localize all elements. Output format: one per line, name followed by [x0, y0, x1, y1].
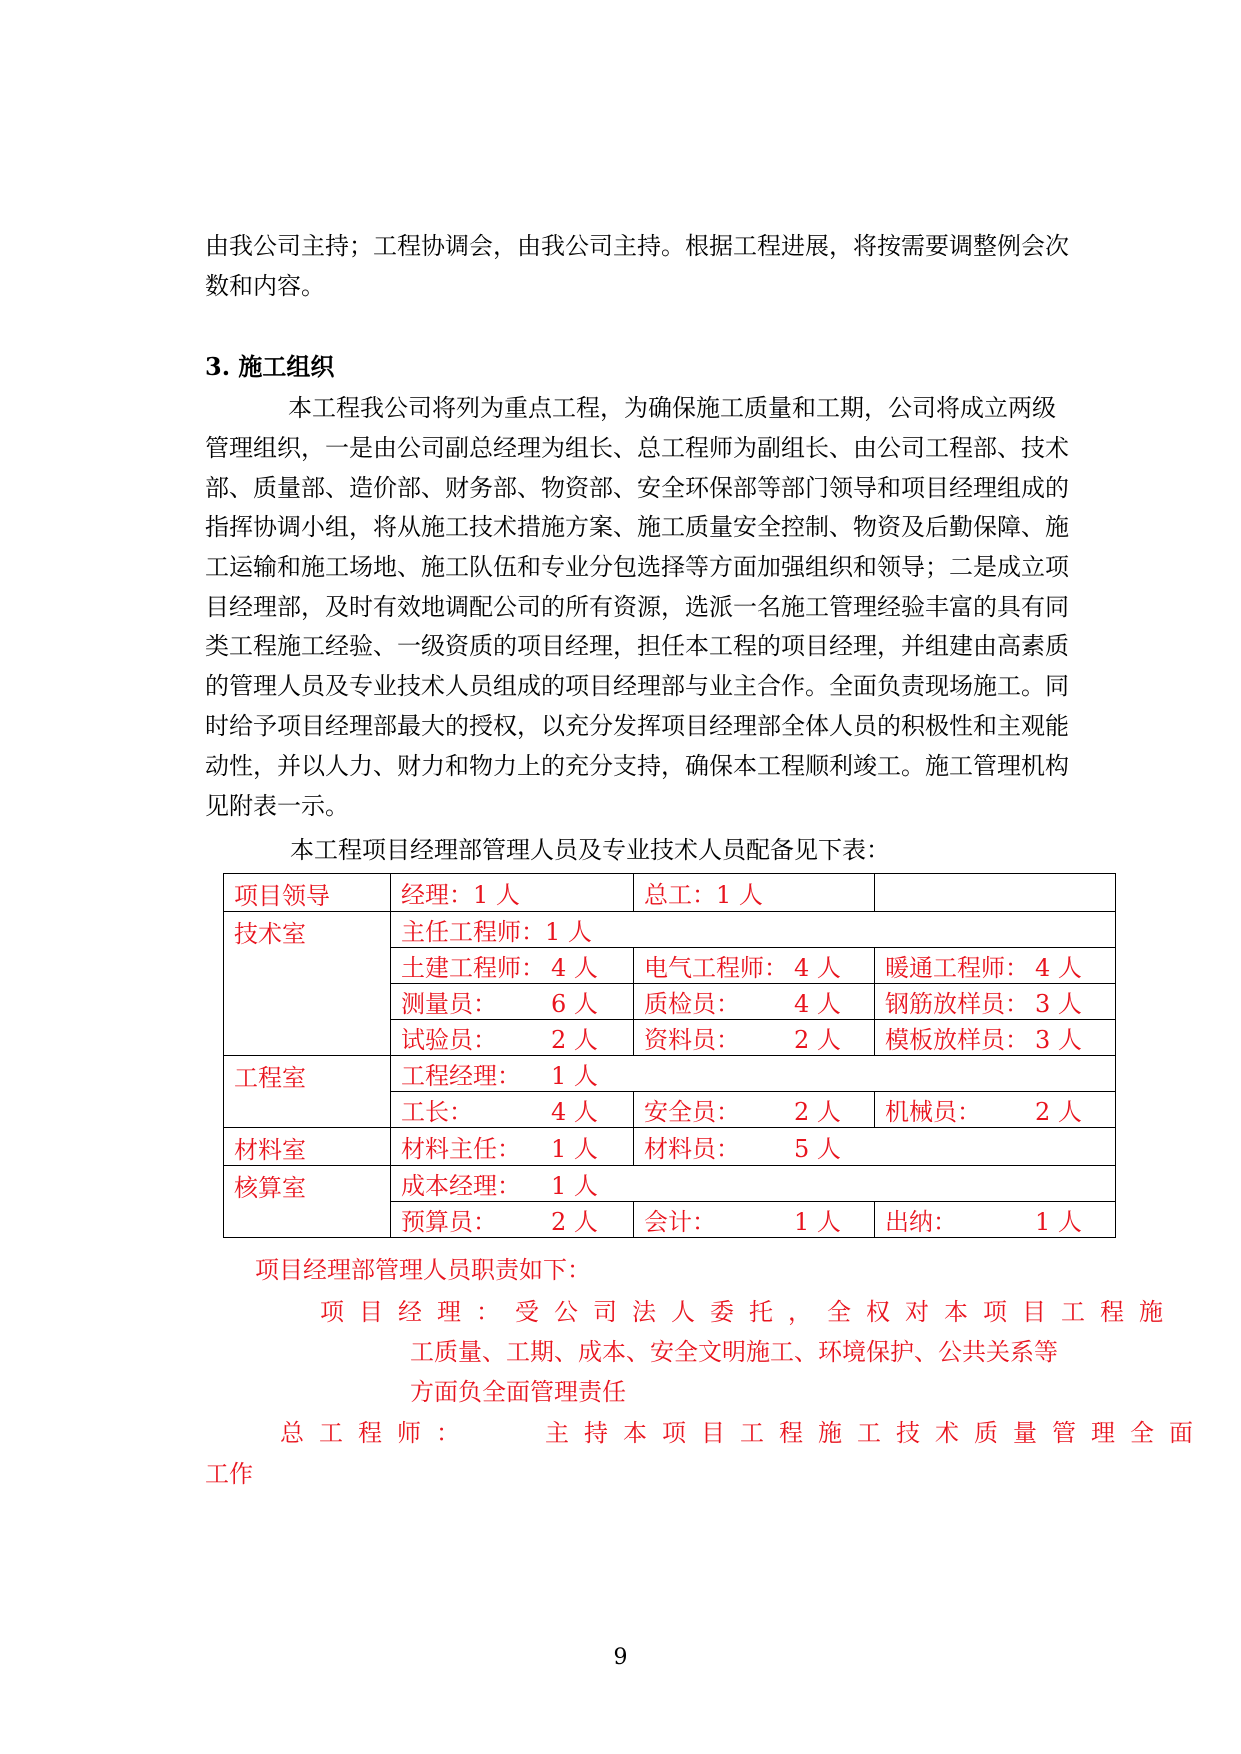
staff-cell: [875, 874, 1116, 912]
body-line: 指挥协调小组，将从施工技术措施方案、施工质量安全控制、物资及后勤保障、施: [205, 513, 1069, 541]
staff-cell: 总工：1 人: [634, 874, 875, 912]
table-row: [224, 1166, 1116, 1202]
body-line: 目经理部，及时有效地调配公司的所有资源，选派一名施工管理经验丰富的具有同: [205, 593, 1069, 621]
duty-ce-title: 总工程师：: [280, 1419, 475, 1447]
staff-cell: 测量员： 6 人: [391, 984, 634, 1020]
staff-cell: 电气工程师： 4 人: [634, 948, 875, 984]
staff-cell: 试验员： 2 人: [391, 1020, 634, 1056]
staff-cell: 材料主任： 1 人: [391, 1128, 634, 1166]
staff-cell: 钢筋放样员： 3 人: [875, 984, 1116, 1020]
table-row: [224, 1128, 1116, 1166]
body-line: 数和内容。: [205, 272, 325, 300]
body-line: 工运输和施工场地、施工队伍和专业分包选择等方面加强组织和领导；二是成立项: [205, 553, 1069, 581]
duties-heading: 项目经理部管理人员职责如下：: [255, 1256, 591, 1284]
dept-cell: 项目领导: [224, 874, 391, 912]
body-line: 由我公司主持；工程协调会，由我公司主持。根据工程进展，将按需要调整例会次: [205, 232, 1069, 260]
duty-pm-line: 方面负全面管理责任: [410, 1378, 626, 1406]
dept-cell: 技术室: [224, 912, 391, 1056]
staff-cell: 成本经理： 1 人: [391, 1166, 1116, 1202]
staff-cell: 机械员： 2 人: [875, 1092, 1116, 1128]
staff-cell: 安全员： 2 人: [634, 1092, 875, 1128]
table-caption: 本工程项目经理部管理人员及专业技术人员配备见下表：: [290, 836, 890, 864]
dept-cell: 材料室: [224, 1128, 391, 1166]
duty-ce-text: 主持本项目工程施工技术质量管理全面: [545, 1419, 1208, 1447]
body-line: 动性，并以人力、财力和物力上的充分支持，确保本工程顺利竣工。施工管理机构: [205, 752, 1069, 780]
body-line: 部、质量部、造价部、财务部、物资部、安全环保部等部门领导和项目经理组成的: [205, 474, 1069, 502]
table-row: [224, 874, 1116, 912]
staff-cell: 材料员： 5 人: [634, 1128, 1116, 1166]
staff-cell: 经理：1 人: [391, 874, 634, 912]
body-line: 见附表一示。: [205, 792, 349, 820]
body-line: 本工程我公司将列为重点工程，为确保施工质量和工期，公司将成立两级: [288, 394, 1056, 422]
staff-cell: 出纳： 1 人: [875, 1202, 1116, 1238]
staff-cell: 预算员： 2 人: [391, 1202, 634, 1238]
table-row: [224, 912, 1116, 948]
staff-cell: 资料员： 2 人: [634, 1020, 875, 1056]
body-line: 时给予项目经理部最大的授权，以充分发挥项目经理部全体人员的积极性和主观能: [205, 712, 1069, 740]
staff-cell: 土建工程师： 4 人: [391, 948, 634, 984]
duty-ce-line: 工作: [205, 1460, 253, 1488]
duty-pm-line: 工质量、工期、成本、安全文明施工、环境保护、公共关系等: [410, 1338, 1058, 1366]
staff-cell: 会计： 1 人: [634, 1202, 875, 1238]
staff-table: [223, 873, 1116, 1238]
dept-cell: 工程室: [224, 1056, 391, 1128]
staff-cell: 模板放样员： 3 人: [875, 1020, 1116, 1056]
staff-cell: 暖通工程师： 4 人: [875, 948, 1116, 984]
staff-cell: 质检员： 4 人: [634, 984, 875, 1020]
staff-cell: 主任工程师：1 人: [391, 912, 1116, 948]
duty-pm-line: 项目经理：受公司法人委托，全权对本项目工程施: [320, 1298, 1178, 1326]
body-line: 的管理人员及专业技术人员组成的项目经理部与业主合作。全面负责现场施工。同: [205, 672, 1069, 700]
page-number: 9: [613, 1645, 628, 1670]
section-heading: 3. 施工组织: [205, 352, 335, 381]
body-line: 类工程施工经验、一级资质的项目经理，担任本工程的项目经理，并组建由高素质: [205, 632, 1069, 660]
dept-cell: 核算室: [224, 1166, 391, 1238]
table-row: [224, 1056, 1116, 1092]
staff-cell: 工长： 4 人: [391, 1092, 634, 1128]
body-line: 管理组织，一是由公司副总经理为组长、总工程师为副组长、由公司工程部、技术: [205, 434, 1069, 462]
staff-cell: 工程经理： 1 人: [391, 1056, 1116, 1092]
